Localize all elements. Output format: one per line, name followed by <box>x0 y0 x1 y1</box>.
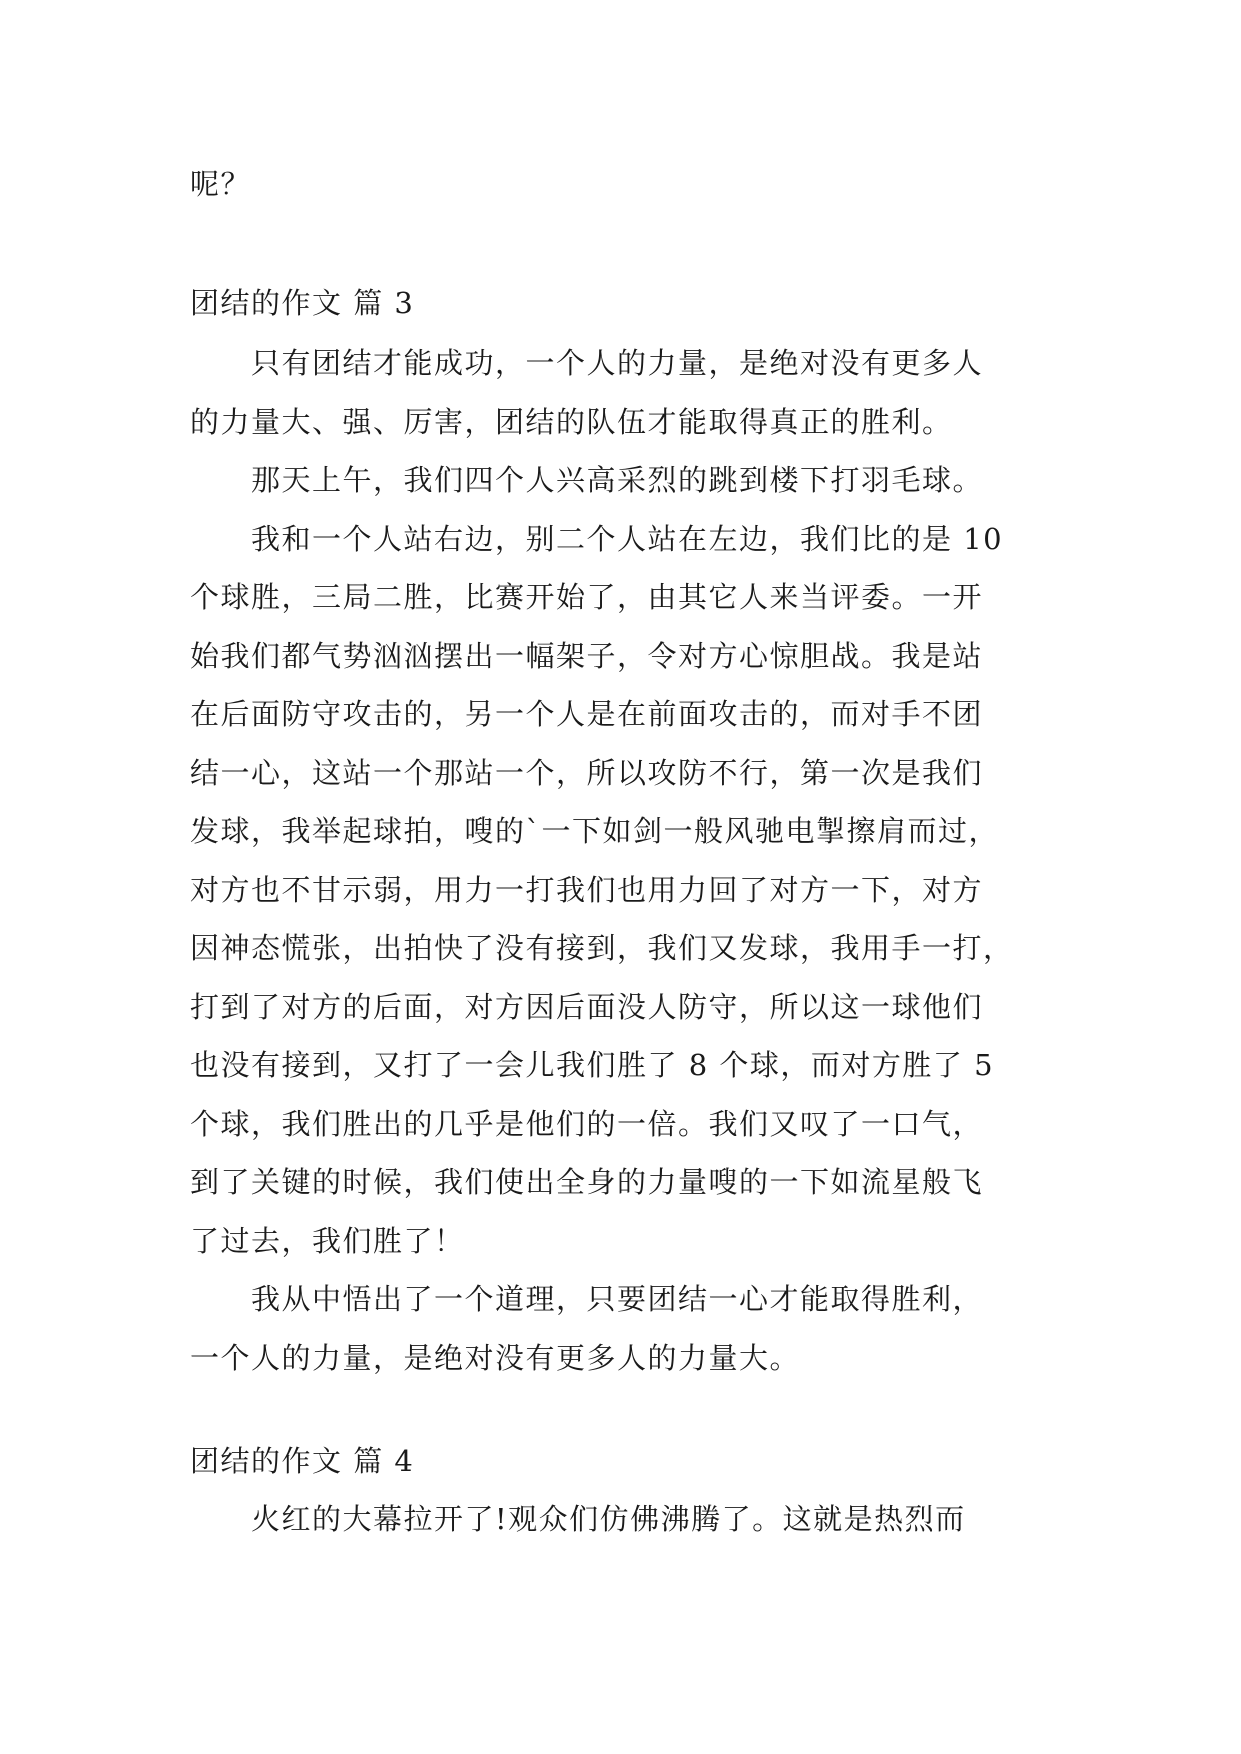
body-line: 打到了对方的后面，对方因后面没人防守，所以这一球他们 <box>190 989 984 1024</box>
body-line: 到了关键的时候，我们使出全身的力量嗖的一下如流星般飞 <box>190 1165 984 1199</box>
body-line: 我和一个人站右边，别二个人站在左边，我们比的是 10 <box>190 521 1004 556</box>
section-3-body <box>190 334 1070 1387</box>
body-line: 在后面防守攻击的，另一个人是在前面攻击的，而对手不团 <box>190 697 984 731</box>
body-line: 结一心，这站一个那站一个，所以攻防不行，第一次是我们 <box>190 755 984 790</box>
body-line: 火红的大幕拉开了!观众们仿佛沸腾了。这就是热烈而 <box>190 1502 966 1536</box>
body-line: 只有团结才能成功，一个人的力量，是绝对没有更多人 <box>190 346 984 380</box>
section-4-heading: 团结的作文 篇 4 <box>190 1444 415 1478</box>
body-line: 因神态慌张，出拍快了没有接到，我们又发球，我用手一打， <box>190 931 1014 965</box>
fragment-text: 呢？ <box>190 167 252 201</box>
body-line: 始我们都气势汹汹摆出一幅架子，令对方心惊胆战。我是站 <box>190 638 984 673</box>
body-line: 了过去，我们胜了！ <box>190 1223 465 1258</box>
body-line: 一个人的力量，是绝对没有更多人的力量大。 <box>190 1340 801 1375</box>
section-4-body <box>190 1490 1070 1549</box>
section-3-heading: 团结的作文 篇 3 <box>190 286 415 320</box>
body-line: 那天上午，我们四个人兴高采烈的跳到楼下打羽毛球。 <box>190 463 984 497</box>
body-line: 个球，我们胜出的几乎是他们的一倍。我们又叹了一口气， <box>190 1106 984 1141</box>
body-line: 个球胜，三局二胜，比赛开始了，由其它人来当评委。一开 <box>190 580 984 614</box>
body-line: 对方也不甘示弱，用力一打我们也用力回了对方一下，对方 <box>190 872 984 907</box>
body-line: 的力量大、强、厉害，团结的队伍才能取得真正的胜利。 <box>190 404 953 439</box>
body-line: 我从中悟出了一个道理，只要团结一心才能取得胜利， <box>190 1282 984 1316</box>
body-line: 也没有接到，又打了一会儿我们胜了 8 个球，而对方胜了 5 <box>190 1048 995 1082</box>
body-line: 发球，我举起球拍，嗖的`一下如剑一般风驰电掣擦肩而过， <box>190 814 1000 848</box>
